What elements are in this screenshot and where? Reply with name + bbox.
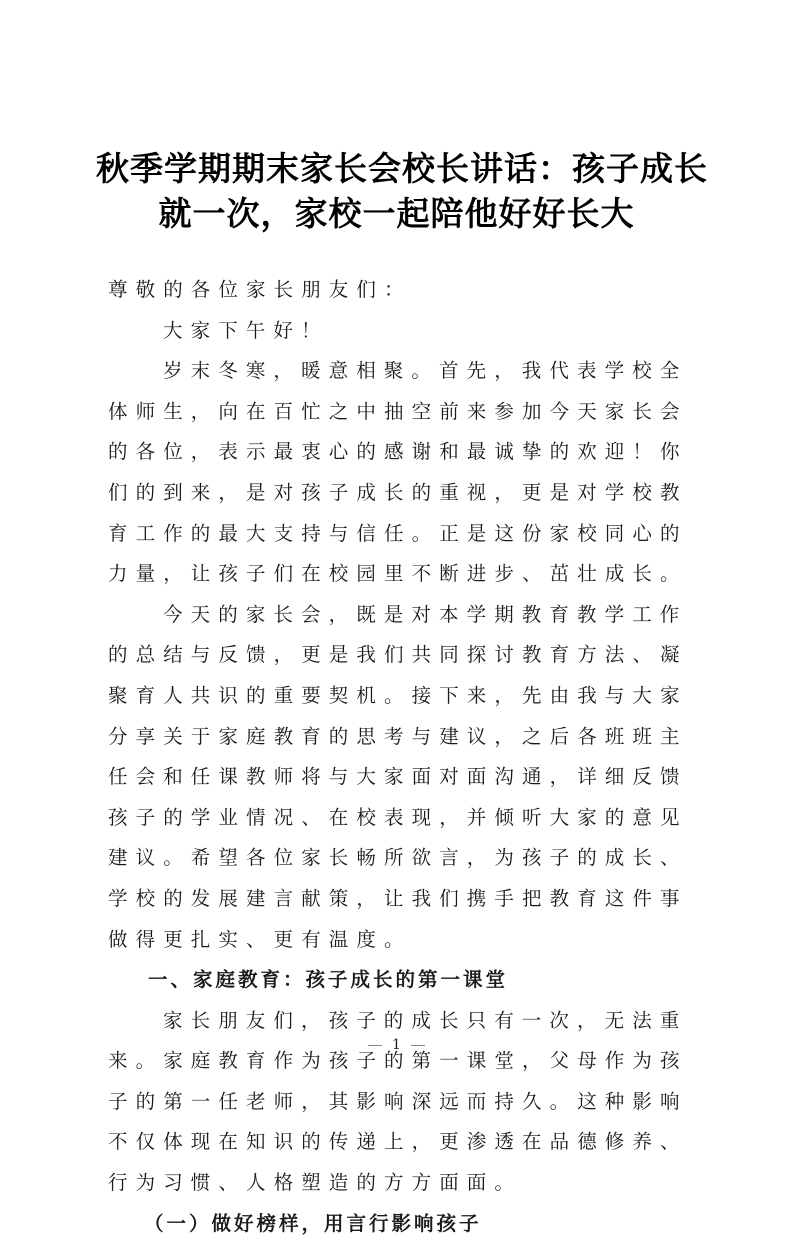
- page-number: 1: [392, 1037, 401, 1053]
- welcome-paragraph: 岁末冬寒，暖意相聚。首先，我代表学校全体师生，向在百忙之中抽空前来参加今天家长会的各位，表示最衷心的感谢和最诚挚的欢迎！你们的到来，是对孩子成长的重视，更是对学校教育工作的最大支持与信任。正是这份家校同心的力量，让孩子们在校园里不断进步、茁壮成长。: [108, 359, 688, 586]
- footer-dash-right: [411, 1045, 425, 1046]
- greeting-paragraph: 大家下午好！: [163, 318, 329, 342]
- page-footer: [0, 1037, 793, 1053]
- title-line-1: 秋季学期期末家长会校长讲话：孩子成长: [96, 149, 708, 188]
- title-line-2: 就一次，家校一起陪他好好长大: [158, 194, 635, 233]
- subsection-heading: （一）做好榜样，用言行影响孩子: [144, 1211, 482, 1235]
- salutation: 尊敬的各位家长朋友们：: [108, 278, 412, 301]
- agenda-paragraph: 今天的家长会，既是对本学期教育教学工作的总结与反馈，更是我们共同探讨教育方法、凝聚育人共识的重要契机。接下来，先由我与大家分享关于家庭教育的思考与建议，之后各班班主任会和任课教师将与大家面对面沟通，详细反馈孩子的学业情况、在校表现，并倾听大家的意见建议。希望各位家长畅所欲言，为孩子的成长、学校的发展建言献策，让我们携手把教育这件事做得更扎实、更有温度。: [108, 602, 688, 951]
- footer-dash-left: [368, 1045, 382, 1046]
- document-body: [108, 270, 698, 1244]
- section-heading: 一、家庭教育：孩子成长的第一课堂: [148, 968, 509, 992]
- document-title: [96, 146, 708, 236]
- section-paragraph: 家长朋友们，孩子的成长只有一次，无法重来。家庭教育作为孩子的第一课堂，父母作为孩子的第一任老师，其影响深远而持久。这种影响不仅体现在知识的传递上，更渗透在品德修养、行为习惯、人格塑造的方方面面。: [108, 1008, 688, 1195]
